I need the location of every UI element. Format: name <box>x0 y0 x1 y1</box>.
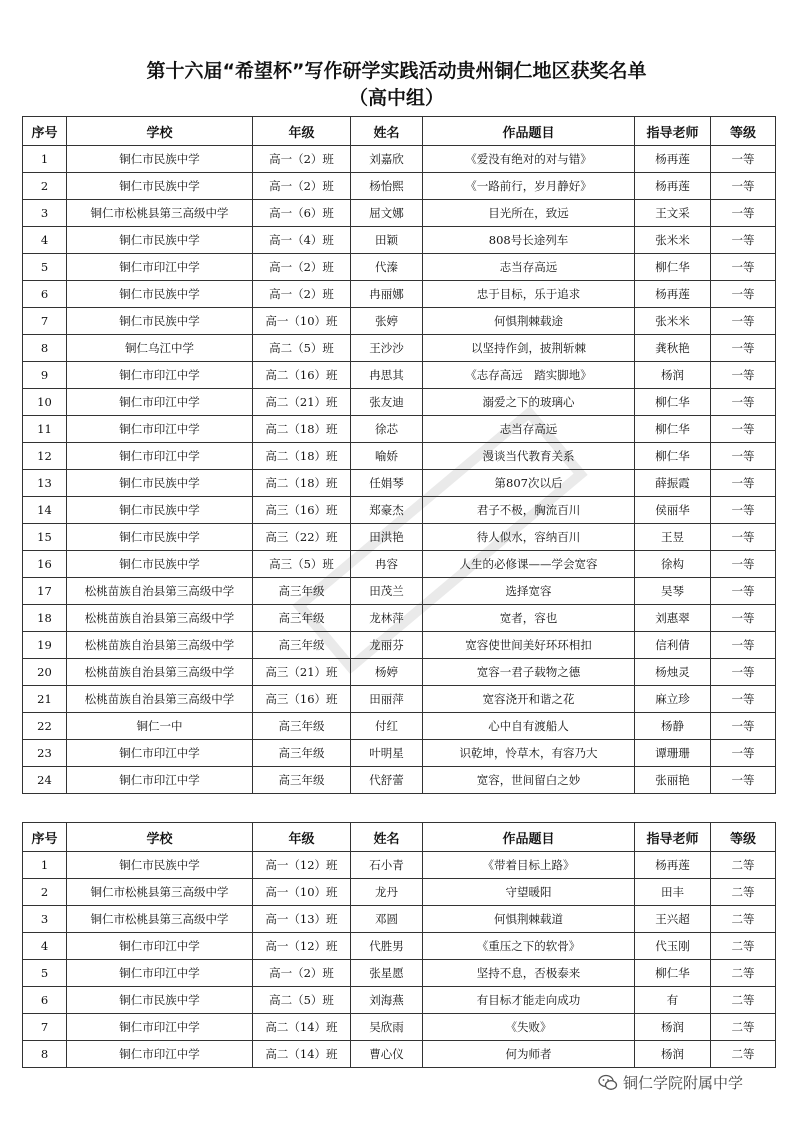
cell-teacher: 徐构 <box>635 551 711 578</box>
cell-name: 任娟琴 <box>351 470 423 497</box>
cell-index: 8 <box>23 335 67 362</box>
cell-title: 《重压之下的软骨》 <box>423 933 635 960</box>
cell-index: 21 <box>23 686 67 713</box>
cell-level: 一等 <box>711 443 776 470</box>
cell-index: 9 <box>23 362 67 389</box>
cell-grade: 高三（16）班 <box>253 497 351 524</box>
cell-title: 人生的必修课——学会宽容 <box>423 551 635 578</box>
cell-level: 二等 <box>711 852 776 879</box>
cell-school: 铜仁市松桃县第三高级中学 <box>67 200 253 227</box>
cell-title: 宽容使世间美好环环相扣 <box>423 632 635 659</box>
header-grade: 年级 <box>253 823 351 852</box>
cell-grade: 高一（2）班 <box>253 281 351 308</box>
cell-title: 《志存高远 踏实脚地》 <box>423 362 635 389</box>
cell-teacher: 柳仁华 <box>635 416 711 443</box>
cell-grade: 高二（16）班 <box>253 362 351 389</box>
cell-school: 铜仁市民族中学 <box>67 551 253 578</box>
cell-grade: 高一（13）班 <box>253 906 351 933</box>
table-header-row <box>23 117 776 146</box>
cell-name: 曹心仪 <box>351 1041 423 1068</box>
cell-school: 松桃苗族自治县第三高级中学 <box>67 659 253 686</box>
table-row <box>23 852 776 879</box>
cell-grade: 高二（18）班 <box>253 470 351 497</box>
cell-title: 第807次以后 <box>423 470 635 497</box>
cell-teacher: 麻立珍 <box>635 686 711 713</box>
second-prize-rows <box>23 852 776 1068</box>
cell-teacher: 杨润 <box>635 362 711 389</box>
cell-name: 付红 <box>351 713 423 740</box>
cell-school: 松桃苗族自治县第三高级中学 <box>67 578 253 605</box>
table-row <box>23 659 776 686</box>
cell-grade: 高二（18）班 <box>253 443 351 470</box>
header-index: 序号 <box>23 823 67 852</box>
cell-index: 4 <box>23 227 67 254</box>
cell-grade: 高二（18）班 <box>253 416 351 443</box>
cell-level: 一等 <box>711 551 776 578</box>
cell-title: 何为师者 <box>423 1041 635 1068</box>
table-row <box>23 227 776 254</box>
cell-school: 铜仁一中 <box>67 713 253 740</box>
cell-teacher: 王昱 <box>635 524 711 551</box>
cell-school: 铜仁市民族中学 <box>67 524 253 551</box>
cell-teacher: 田丰 <box>635 879 711 906</box>
cell-grade: 高二（5）班 <box>253 335 351 362</box>
table-row <box>23 686 776 713</box>
table-row <box>23 740 776 767</box>
cell-grade: 高三（21）班 <box>253 659 351 686</box>
cell-title: 有目标才能走向成功 <box>423 987 635 1014</box>
cell-title: 守望暖阳 <box>423 879 635 906</box>
cell-level: 二等 <box>711 987 776 1014</box>
cell-name: 王沙沙 <box>351 335 423 362</box>
cell-index: 6 <box>23 281 67 308</box>
table-row <box>23 524 776 551</box>
cell-grade: 高三年级 <box>253 713 351 740</box>
cell-name: 冉思其 <box>351 362 423 389</box>
cell-title: 《带着目标上路》 <box>423 852 635 879</box>
cell-name: 张婷 <box>351 308 423 335</box>
cell-index: 10 <box>23 389 67 416</box>
cell-grade: 高一（10）班 <box>253 308 351 335</box>
cell-title: 志当存高远 <box>423 254 635 281</box>
cell-school: 铜仁市民族中学 <box>67 227 253 254</box>
header-index: 序号 <box>23 117 67 146</box>
table-row <box>23 389 776 416</box>
cell-grade: 高一（2）班 <box>253 960 351 987</box>
cell-name: 田颖 <box>351 227 423 254</box>
table-row <box>23 713 776 740</box>
cell-index: 6 <box>23 987 67 1014</box>
cell-school: 铜仁市民族中学 <box>67 173 253 200</box>
cell-name: 田茂兰 <box>351 578 423 605</box>
cell-title: 何惧荆棘载途 <box>423 308 635 335</box>
cell-teacher: 侯丽华 <box>635 497 711 524</box>
table-row <box>23 362 776 389</box>
cell-level: 二等 <box>711 879 776 906</box>
cell-school: 铜仁市民族中学 <box>67 146 253 173</box>
cell-grade: 高一（4）班 <box>253 227 351 254</box>
cell-level: 二等 <box>711 960 776 987</box>
cell-teacher: 杨再莲 <box>635 852 711 879</box>
table-row <box>23 443 776 470</box>
cell-teacher: 杨润 <box>635 1014 711 1041</box>
cell-name: 冉丽娜 <box>351 281 423 308</box>
cell-school: 铜仁市民族中学 <box>67 852 253 879</box>
second-prize-table <box>22 822 776 1068</box>
table-row <box>23 308 776 335</box>
cell-index: 13 <box>23 470 67 497</box>
table-row <box>23 335 776 362</box>
cell-name: 田洪艳 <box>351 524 423 551</box>
header-teacher: 指导老师 <box>635 823 711 852</box>
cell-teacher: 龚秋艳 <box>635 335 711 362</box>
cell-title: 《失败》 <box>423 1014 635 1041</box>
cell-name: 张星愿 <box>351 960 423 987</box>
cell-level: 一等 <box>711 308 776 335</box>
cell-level: 一等 <box>711 713 776 740</box>
cell-name: 代舒蕾 <box>351 767 423 794</box>
cell-grade: 高三（16）班 <box>253 686 351 713</box>
cell-index: 22 <box>23 713 67 740</box>
cell-grade: 高二（21）班 <box>253 389 351 416</box>
cell-teacher: 柳仁华 <box>635 960 711 987</box>
cell-level: 一等 <box>711 497 776 524</box>
cell-school: 铜仁市民族中学 <box>67 281 253 308</box>
page-subtitle: （高中组） <box>348 87 444 109</box>
cell-name: 代溱 <box>351 254 423 281</box>
cell-school: 铜仁市民族中学 <box>67 308 253 335</box>
cell-school: 铜仁市印江中学 <box>67 960 253 987</box>
account-watermark <box>598 1072 743 1093</box>
cell-school: 松桃苗族自治县第三高级中学 <box>67 686 253 713</box>
cell-name: 郑豪杰 <box>351 497 423 524</box>
cell-school: 铜仁市印江中学 <box>67 389 253 416</box>
cell-name: 杨怡熙 <box>351 173 423 200</box>
cell-school: 铜仁市民族中学 <box>67 987 253 1014</box>
cell-level: 二等 <box>711 933 776 960</box>
cell-index: 7 <box>23 1014 67 1041</box>
cell-title: 《爱没有绝对的对与错》 <box>423 146 635 173</box>
header-name: 姓名 <box>351 823 423 852</box>
cell-title: 宽容浇开和谐之花 <box>423 686 635 713</box>
cell-index: 3 <box>23 200 67 227</box>
cell-level: 一等 <box>711 740 776 767</box>
cell-title: 宽容一君子载物之德 <box>423 659 635 686</box>
cell-index: 3 <box>23 906 67 933</box>
cell-teacher: 柳仁华 <box>635 443 711 470</box>
cell-teacher: 代玉刚 <box>635 933 711 960</box>
cell-level: 一等 <box>711 362 776 389</box>
cell-school: 铜仁市印江中学 <box>67 362 253 389</box>
cell-name: 徐芯 <box>351 416 423 443</box>
cell-level: 一等 <box>711 632 776 659</box>
cell-index: 2 <box>23 173 67 200</box>
cell-level: 一等 <box>711 767 776 794</box>
table-row <box>23 551 776 578</box>
cell-index: 2 <box>23 879 67 906</box>
table-row <box>23 987 776 1014</box>
cell-title: 识乾坤，怜草木，有容乃大 <box>423 740 635 767</box>
cell-level: 二等 <box>711 906 776 933</box>
cell-teacher: 薛振霞 <box>635 470 711 497</box>
cell-teacher: 杨润 <box>635 1041 711 1068</box>
cell-teacher: 张丽艳 <box>635 767 711 794</box>
header-grade: 年级 <box>253 117 351 146</box>
cell-school: 铜仁市印江中学 <box>67 1014 253 1041</box>
cell-school: 松桃苗族自治县第三高级中学 <box>67 632 253 659</box>
cell-grade: 高三（5）班 <box>253 551 351 578</box>
header-title: 作品题目 <box>423 117 635 146</box>
table-row <box>23 146 776 173</box>
header-level: 等级 <box>711 117 776 146</box>
cell-school: 铜仁市印江中学 <box>67 443 253 470</box>
cell-title: 以坚持作剑，披荆斩棘 <box>423 335 635 362</box>
cell-title: 待人似水，容纳百川 <box>423 524 635 551</box>
cell-name: 刘海燕 <box>351 987 423 1014</box>
watermark-text: 铜仁学院附属中学 <box>623 1074 744 1092</box>
cell-name: 龙丽芬 <box>351 632 423 659</box>
cell-grade: 高三年级 <box>253 632 351 659</box>
cell-teacher: 谭珊珊 <box>635 740 711 767</box>
cell-grade: 高一（12）班 <box>253 852 351 879</box>
cell-index: 14 <box>23 497 67 524</box>
cell-school: 铜仁乌江中学 <box>67 335 253 362</box>
cell-level: 二等 <box>711 1014 776 1041</box>
header-school: 学校 <box>67 823 253 852</box>
cell-name: 吴欣雨 <box>351 1014 423 1041</box>
cell-teacher: 吴琴 <box>635 578 711 605</box>
cell-grade: 高一（12）班 <box>253 933 351 960</box>
cell-index: 1 <box>23 146 67 173</box>
cell-grade: 高一（6）班 <box>253 200 351 227</box>
cell-index: 5 <box>23 254 67 281</box>
cell-teacher: 张米米 <box>635 308 711 335</box>
cell-teacher: 信利倩 <box>635 632 711 659</box>
cell-title: 心中自有渡船人 <box>423 713 635 740</box>
table-row <box>23 632 776 659</box>
table-row <box>23 173 776 200</box>
cell-school: 铜仁市松桃县第三高级中学 <box>67 906 253 933</box>
cell-title: 808号长途列车 <box>423 227 635 254</box>
cell-level: 一等 <box>711 227 776 254</box>
cell-grade: 高三年级 <box>253 767 351 794</box>
cell-school: 铜仁市民族中学 <box>67 497 253 524</box>
cell-title: 志当存高远 <box>423 416 635 443</box>
table-row <box>23 605 776 632</box>
header-level: 等级 <box>711 823 776 852</box>
cell-name: 龙林萍 <box>351 605 423 632</box>
cell-index: 18 <box>23 605 67 632</box>
cell-level: 一等 <box>711 200 776 227</box>
cell-teacher: 张米米 <box>635 227 711 254</box>
cell-index: 16 <box>23 551 67 578</box>
cell-title: 何惧荆棘载道 <box>423 906 635 933</box>
cell-title: 宽者，容也 <box>423 605 635 632</box>
cell-teacher: 杨再莲 <box>635 281 711 308</box>
cell-level: 一等 <box>711 686 776 713</box>
cell-index: 8 <box>23 1041 67 1068</box>
cell-name: 喻娇 <box>351 443 423 470</box>
cell-index: 5 <box>23 960 67 987</box>
cell-level: 一等 <box>711 659 776 686</box>
cell-name: 邓圆 <box>351 906 423 933</box>
cell-grade: 高一（10）班 <box>253 879 351 906</box>
cell-title: 宽容，世间留白之妙 <box>423 767 635 794</box>
cell-name: 龙丹 <box>351 879 423 906</box>
cell-school: 松桃苗族自治县第三高级中学 <box>67 605 253 632</box>
cell-teacher: 杨再莲 <box>635 146 711 173</box>
cell-index: 1 <box>23 852 67 879</box>
cell-level: 二等 <box>711 1041 776 1068</box>
cell-school: 铜仁市印江中学 <box>67 933 253 960</box>
cell-title: 选择宽容 <box>423 578 635 605</box>
cell-title: 漫谈当代教育关系 <box>423 443 635 470</box>
cell-title: 溺爱之下的玻璃心 <box>423 389 635 416</box>
cell-level: 一等 <box>711 281 776 308</box>
table-row <box>23 497 776 524</box>
cell-index: 20 <box>23 659 67 686</box>
cell-name: 屈文娜 <box>351 200 423 227</box>
table-row <box>23 200 776 227</box>
cell-level: 一等 <box>711 254 776 281</box>
cell-level: 一等 <box>711 470 776 497</box>
table-row <box>23 416 776 443</box>
cell-school: 铜仁市印江中学 <box>67 740 253 767</box>
table-row <box>23 578 776 605</box>
header-teacher: 指导老师 <box>635 117 711 146</box>
cell-name: 张友迪 <box>351 389 423 416</box>
cell-school: 铜仁市民族中学 <box>67 470 253 497</box>
cell-name: 杨婷 <box>351 659 423 686</box>
table-row <box>23 1041 776 1068</box>
cell-level: 一等 <box>711 173 776 200</box>
cell-index: 19 <box>23 632 67 659</box>
header-title: 作品题目 <box>423 823 635 852</box>
first-prize-table <box>22 116 776 794</box>
wechat-icon <box>598 1074 618 1091</box>
cell-level: 一等 <box>711 416 776 443</box>
cell-name: 代胜男 <box>351 933 423 960</box>
cell-index: 7 <box>23 308 67 335</box>
cell-index: 15 <box>23 524 67 551</box>
table-row <box>23 254 776 281</box>
cell-grade: 高三年级 <box>253 740 351 767</box>
cell-index: 12 <box>23 443 67 470</box>
table-row <box>23 470 776 497</box>
cell-grade: 高二（5）班 <box>253 987 351 1014</box>
cell-level: 一等 <box>711 146 776 173</box>
cell-teacher: 柳仁华 <box>635 254 711 281</box>
first-prize-rows <box>23 146 776 794</box>
cell-index: 24 <box>23 767 67 794</box>
cell-grade: 高二（14）班 <box>253 1041 351 1068</box>
cell-school: 铜仁市松桃县第三高级中学 <box>67 879 253 906</box>
table-row <box>23 960 776 987</box>
cell-teacher: 杨烛灵 <box>635 659 711 686</box>
cell-grade: 高三（22）班 <box>253 524 351 551</box>
header-school: 学校 <box>67 117 253 146</box>
cell-teacher: 王文采 <box>635 200 711 227</box>
page-title: 第十六届“希望杯”写作研学实践活动贵州铜仁地区获奖名单 <box>146 60 647 82</box>
table-row <box>23 879 776 906</box>
cell-index: 23 <box>23 740 67 767</box>
cell-title: 坚持不息，否极泰来 <box>423 960 635 987</box>
cell-title: 忠于目标，乐于追求 <box>423 281 635 308</box>
cell-title: 《一路前行，岁月静好》 <box>423 173 635 200</box>
cell-school: 铜仁市印江中学 <box>67 254 253 281</box>
cell-grade: 高三年级 <box>253 605 351 632</box>
cell-name: 田丽萍 <box>351 686 423 713</box>
table-row <box>23 767 776 794</box>
cell-level: 一等 <box>711 335 776 362</box>
cell-grade: 高一（2）班 <box>253 173 351 200</box>
cell-school: 铜仁市印江中学 <box>67 767 253 794</box>
cell-level: 一等 <box>711 389 776 416</box>
cell-name: 冉容 <box>351 551 423 578</box>
cell-teacher: 有 <box>635 987 711 1014</box>
cell-level: 一等 <box>711 524 776 551</box>
cell-index: 4 <box>23 933 67 960</box>
cell-school: 铜仁市印江中学 <box>67 416 253 443</box>
table-row <box>23 906 776 933</box>
header-name: 姓名 <box>351 117 423 146</box>
cell-teacher: 柳仁华 <box>635 389 711 416</box>
cell-title: 君子不极，胸流百川 <box>423 497 635 524</box>
cell-title: 目光所在，致远 <box>423 200 635 227</box>
cell-name: 石小青 <box>351 852 423 879</box>
cell-school: 铜仁市印江中学 <box>67 1041 253 1068</box>
table-row <box>23 281 776 308</box>
cell-grade: 高二（14）班 <box>253 1014 351 1041</box>
cell-name: 叶明星 <box>351 740 423 767</box>
cell-teacher: 杨静 <box>635 713 711 740</box>
cell-level: 一等 <box>711 578 776 605</box>
cell-index: 11 <box>23 416 67 443</box>
cell-index: 17 <box>23 578 67 605</box>
cell-grade: 高一（2）班 <box>253 254 351 281</box>
cell-level: 一等 <box>711 605 776 632</box>
cell-grade: 高三年级 <box>253 578 351 605</box>
table-row <box>23 933 776 960</box>
cell-teacher: 王兴超 <box>635 906 711 933</box>
cell-teacher: 杨再莲 <box>635 173 711 200</box>
cell-grade: 高一（2）班 <box>253 146 351 173</box>
cell-name: 刘嘉欣 <box>351 146 423 173</box>
table-row <box>23 1014 776 1041</box>
cell-teacher: 刘惠翠 <box>635 605 711 632</box>
table-header-row <box>23 823 776 852</box>
